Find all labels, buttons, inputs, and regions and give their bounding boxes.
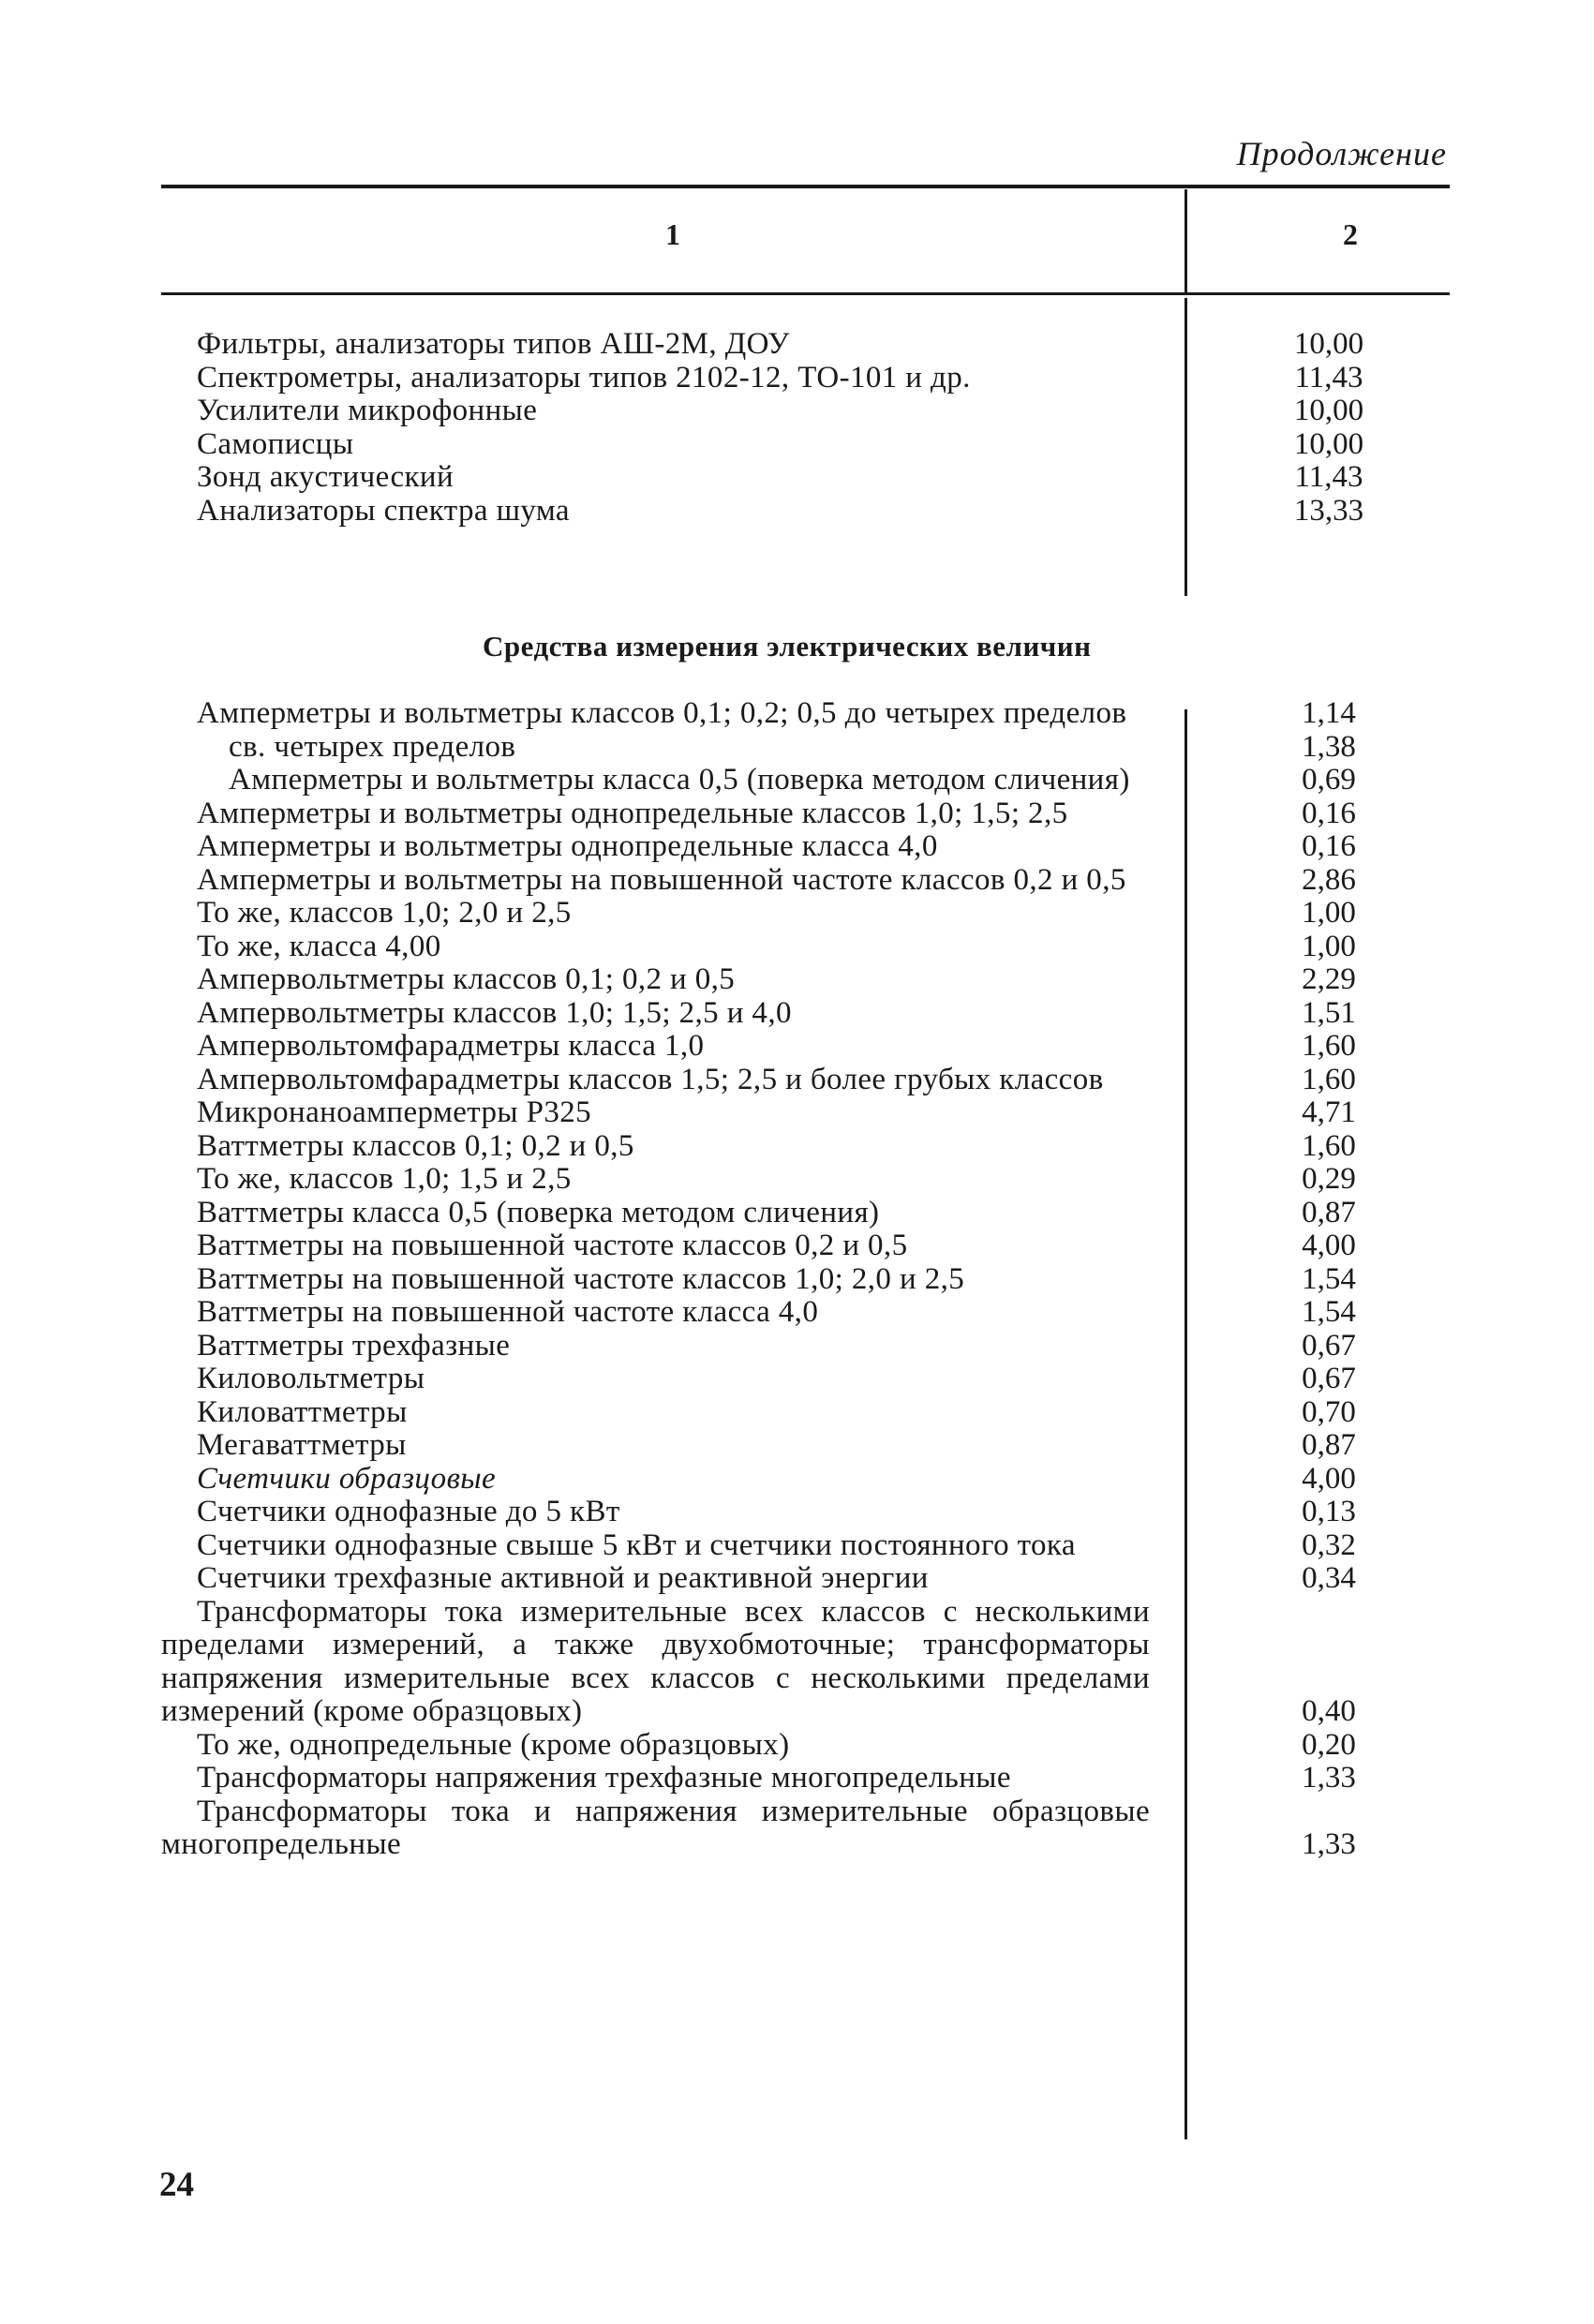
table-row <box>161 1296 1450 1330</box>
table-row <box>161 931 1450 964</box>
row-description: Киловольтметры <box>197 1362 425 1395</box>
table-row <box>161 1197 1450 1230</box>
table-row <box>161 997 1450 1031</box>
row-description: Счетчики трехфазные активной и реактивной энергии <box>197 1561 929 1595</box>
row-value: 0,34 <box>1302 1561 1356 1595</box>
table-row <box>161 1396 1450 1430</box>
row-description: Амперметры и вольтметры однопредельные классов 1,0; 1,5; 2,5 <box>197 796 1068 830</box>
row-description: Счетчики образцовые <box>197 1461 497 1496</box>
table-row <box>161 1229 1450 1263</box>
column-header-1: 1 <box>665 217 680 251</box>
row-description: Трансформаторы напряжения трехфазные многопредельные <box>197 1761 1011 1795</box>
row-value: 1,60 <box>1302 1062 1356 1096</box>
row-value: 0,20 <box>1302 1727 1356 1762</box>
row-description: Фильтры, анализаторы типов АШ-2М, ДОУ <box>197 327 790 361</box>
row-description: Амперметры и вольтметры однопредельные класса 4,0 <box>197 829 938 863</box>
table-row <box>161 328 1450 362</box>
row-description: Мегаваттметры <box>197 1428 407 1462</box>
row-description: Микронаноамперметры Р325 <box>197 1095 592 1129</box>
row-value: 10,00 <box>1293 327 1364 361</box>
table-row <box>161 1596 1450 1729</box>
table-row <box>161 697 1450 731</box>
table-row <box>161 362 1450 395</box>
table-row <box>161 428 1450 462</box>
table-row <box>161 461 1450 495</box>
table-row <box>161 495 1450 529</box>
row-description: То же, класса 4,00 <box>197 929 441 963</box>
row-description: св. четырех пределов <box>229 729 516 764</box>
row-description: Самописцы <box>197 426 354 461</box>
row-description: Ваттметры на повышенной частоте классов 1,0; 2,0 и 2,5 <box>197 1261 965 1296</box>
row-description: Спектрометры, анализаторы типов 2102-12, ТО-101 и др. <box>197 360 971 395</box>
row-value: 1,38 <box>1302 729 1356 764</box>
row-value: 1,33 <box>1302 1827 1356 1861</box>
row-description: То же, классов 1,0; 2,0 и 2,5 <box>197 896 572 930</box>
row-description: Ваттметры трехфазные <box>197 1328 511 1363</box>
row-description: Трансформаторы тока измерительные всех классов с несколькими пределами измерений, а также двухобмоточные; трансформаторы напряжения измерительные всех классов с несколькими пределами измерений (кроме образцовых) <box>161 1594 1150 1728</box>
row-description: Киловаттметры <box>197 1394 408 1429</box>
row-value: 0,32 <box>1302 1527 1356 1562</box>
row-value: 4,71 <box>1302 1095 1356 1129</box>
table-row <box>161 764 1450 797</box>
row-value: 0,69 <box>1302 763 1356 797</box>
row-description: Анализаторы спектра шума <box>197 493 570 528</box>
row-description: Ваттметры на повышенной частоте класса 4,0 <box>197 1295 819 1329</box>
table-row <box>161 1030 1450 1064</box>
table-top-rule <box>161 185 1450 188</box>
table-row <box>161 395 1450 428</box>
row-description: Амперметры и вольтметры на повышенной частоте классов 0,2 и 0,5 <box>197 862 1126 897</box>
row-value: 2,86 <box>1302 862 1356 897</box>
row-value: 0,87 <box>1302 1428 1356 1462</box>
table-row <box>161 963 1450 997</box>
table-row <box>161 1363 1450 1396</box>
row-value: 11,43 <box>1294 360 1363 395</box>
table-row <box>161 864 1450 898</box>
table-row <box>161 1064 1450 1097</box>
row-value: 0,16 <box>1302 796 1356 830</box>
row-value: 2,29 <box>1302 962 1356 996</box>
row-value: 4,00 <box>1302 1461 1356 1496</box>
row-description: Зонд акустический <box>197 460 454 494</box>
row-description: То же, однопредельные (кроме образцовых) <box>197 1727 790 1762</box>
column-divider <box>1184 189 1187 292</box>
row-value: 0,29 <box>1302 1162 1356 1196</box>
page-number: 24 <box>159 2166 194 2204</box>
row-value: 1,33 <box>1302 1761 1356 1795</box>
row-description: Ампервольтомфарадметры классов 1,5; 2,5 и более грубых классов <box>197 1062 1104 1096</box>
row-value: 1,00 <box>1302 896 1356 930</box>
row-value: 11,43 <box>1294 460 1363 494</box>
table-row <box>161 1496 1450 1529</box>
row-value: 0,87 <box>1302 1195 1356 1229</box>
row-value: 0,67 <box>1302 1362 1356 1395</box>
table-row <box>161 1463 1450 1497</box>
row-description: Ваттметры на повышенной частоте классов 0,2 и 0,5 <box>197 1229 908 1262</box>
row-description: Ампервольтметры классов 1,0; 1,5; 2,5 и 4,0 <box>197 995 792 1030</box>
row-description: Амперметры и вольтметры классов 0,1; 0,2; 0,5 до четырех пределов <box>197 696 1127 730</box>
row-description: Ваттметры класса 0,5 (поверка методом сличения) <box>197 1195 880 1229</box>
table-row <box>161 1729 1450 1763</box>
row-value: 4,00 <box>1302 1229 1356 1262</box>
continuation-label: Продолжение <box>1236 135 1447 172</box>
row-description: Ампервольтметры классов 0,1; 0,2 и 0,5 <box>197 962 736 996</box>
row-description: Трансформаторы тока и напряжения измерительные образцовые многопредельные <box>161 1794 1150 1861</box>
row-description: Счетчики однофазные свыше 5 кВт и счетчики постоянного тока <box>197 1527 1076 1562</box>
column-header-2: 2 <box>1343 217 1358 251</box>
row-description: Ваттметры классов 0,1; 0,2 и 0,5 <box>197 1128 634 1163</box>
electrical-instruments-list <box>161 697 1450 1862</box>
row-value: 0,40 <box>1302 1694 1356 1728</box>
table-row <box>161 1130 1450 1164</box>
row-value: 0,70 <box>1302 1394 1356 1429</box>
row-value: 1,60 <box>1302 1029 1356 1063</box>
row-description: Амперметры и вольтметры класса 0,5 (поверка методом сличения) <box>229 763 1130 797</box>
table-row <box>161 897 1450 931</box>
table-row <box>161 1762 1450 1795</box>
acoustic-instruments-list <box>161 328 1450 528</box>
row-value: 1,00 <box>1302 929 1356 963</box>
table-row <box>161 1529 1450 1563</box>
table-row <box>161 797 1450 831</box>
table-row <box>161 1429 1450 1463</box>
row-description: Ампервольтомфарадметры класса 1,0 <box>197 1029 705 1063</box>
row-value: 13,33 <box>1293 493 1364 528</box>
table-row <box>161 1795 1450 1862</box>
row-value: 10,00 <box>1293 394 1364 427</box>
row-value: 1,51 <box>1302 995 1356 1030</box>
section-title: Средства измерения электрических величин <box>483 630 1092 663</box>
row-value: 0,13 <box>1302 1495 1356 1528</box>
row-value: 0,16 <box>1302 829 1356 863</box>
row-description: Счетчики однофазные до 5 кВт <box>197 1495 620 1528</box>
table-row <box>161 1562 1450 1596</box>
table-row <box>161 830 1450 864</box>
row-value: 0,67 <box>1302 1328 1356 1363</box>
table-row <box>161 1263 1450 1297</box>
row-description: Усилители микрофонные <box>197 394 538 427</box>
table-row <box>161 731 1450 765</box>
row-value: 1,54 <box>1302 1261 1356 1296</box>
row-description: То же, классов 1,0; 1,5 и 2,5 <box>197 1162 572 1196</box>
table-row <box>161 1096 1450 1130</box>
table-row <box>161 1163 1450 1197</box>
row-value: 1,60 <box>1302 1128 1356 1163</box>
table-row <box>161 1330 1450 1363</box>
row-value: 1,14 <box>1302 696 1356 730</box>
table-header-rule <box>161 292 1450 295</box>
row-value: 10,00 <box>1293 426 1364 461</box>
row-value: 1,54 <box>1302 1295 1356 1329</box>
